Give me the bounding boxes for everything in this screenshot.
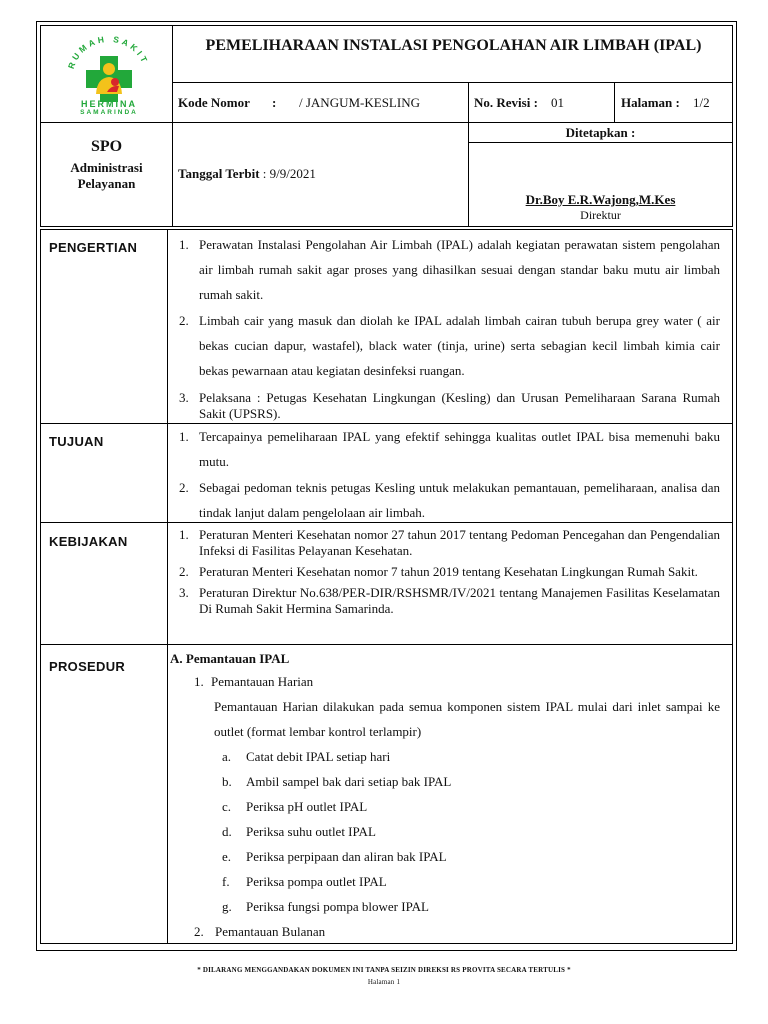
logo-arc-text: RUMAH SAKIT — [65, 33, 151, 71]
section-prosedur — [40, 644, 733, 944]
list-item: 2. Peraturan Menteri Kesehatan nomor 7 tahun 2019 tentang Kesehatan Lingkungan Rumah Sakit. — [179, 564, 698, 579]
section-tujuan — [40, 423, 733, 523]
prosedur-sub2: 2. Pemantauan Bulanan — [194, 924, 326, 939]
ditetapkan-label: Ditetapkan : — [565, 125, 636, 140]
list-item: 3. Peraturan Direktur No.638/PER-DIR/RSHSMR/IV/2021 tentang Manajemen Fasilitas Keselamatan Di Rumah Sakit Hermina Samarinda. — [179, 585, 720, 616]
document-title: PEMELIHARAAN INSTALASI PENGOLAHAN AIR LIMBAH (IPAL) — [205, 37, 702, 54]
list-item: e. Periksa perpipaan dan aliran bak IPAL — [222, 849, 447, 864]
list-item: 3. Pelaksana : Petugas Kesehatan Lingkungan (Kesling) dan Urusan Pemeliharaan Sarana Rumah Sakit (UPSRS). — [179, 390, 720, 421]
spo-label: SPO — [90, 138, 123, 155]
header-table — [40, 25, 733, 227]
prosedur-section-a: A. Pemantauan IPAL — [170, 651, 290, 666]
logo-city: SAMARINDA — [80, 109, 138, 116]
section-pengertian — [40, 229, 733, 424]
tujuan-list — [175, 424, 720, 525]
section-label: TUJUAN — [49, 434, 104, 449]
list-item: g. Periksa fungsi pompa blower IPAL — [222, 899, 429, 914]
halaman-label: Halaman : — [621, 95, 680, 110]
list-item: 1. Peraturan Menteri Kesehatan nomor 27 tahun 2017 tentang Pedoman Pencegahan dan Pengendalian Infeksi di Fasilitas Pelayanan Kesehatan. — [179, 527, 720, 558]
list-item: d. Periksa suhu outlet IPAL — [222, 824, 376, 839]
pengertian-list — [175, 232, 720, 422]
footer-page: Halaman 1 — [367, 978, 401, 986]
terbit-label: Tanggal Terbit — [178, 166, 260, 181]
spo-block — [41, 138, 172, 192]
revisi-value: 01 — [551, 95, 564, 110]
list-item: c. Periksa pH outlet IPAL — [222, 799, 368, 814]
logo-name: HERMINA — [81, 99, 137, 109]
section-label: PENGERTIAN — [49, 240, 138, 255]
halaman-value: 1/2 — [693, 95, 710, 110]
list-item: 1. Tercapainya pemeliharaan IPAL yang efektif sehingga kualitas outlet IPAL bisa memenuhi baku mutu. — [179, 429, 720, 469]
document-body — [40, 229, 733, 944]
prosedur-sub1: 1. Pemantauan Harian — [194, 674, 314, 689]
director-title: Direktur — [580, 208, 621, 222]
list-item: b. Ambil sampel bak dari setiap bak IPAL — [222, 774, 452, 789]
terbit-row — [178, 166, 316, 182]
prosedur-sub1-desc: Pemantauan Harian dilakukan pada semua komponen sistem IPAL mulai dari inlet sampai ke outlet (format lembar kontrol terlampir) — [214, 699, 720, 739]
section-label: KEBIJAKAN — [49, 534, 128, 549]
kode-label: Kode Nomor — [178, 95, 250, 110]
list-item: f. Periksa pompa outlet IPAL — [222, 874, 387, 889]
kebijakan-list — [175, 527, 720, 617]
section-label: PROSEDUR — [49, 659, 126, 674]
terbit-value: : 9/9/2021 — [262, 166, 316, 181]
section-kebijakan — [40, 522, 733, 645]
kode-separator: : — [272, 95, 277, 110]
list-item: a. Catat debit IPAL setiap hari — [222, 749, 391, 764]
revisi-label: No. Revisi : — [474, 95, 538, 110]
spo-subtitle: Administrasi Pelayanan — [70, 160, 143, 191]
director-name: Dr.Boy E.R.Wajong,M.Kes — [525, 192, 676, 207]
kode-value: / JANGUM-KESLING — [299, 95, 420, 110]
list-item: 2. Limbah cair yang masuk dan diolah ke IPAL adalah limbah cairan tubuh berupa grey water ( air bekas cucian dapur, wastafel), black water (tinja, urine) serta sebagian kecil limbah kimia cair bekas pewarnaan atau kegiatan desinfeksi ruangan. — [179, 313, 720, 378]
list-item: 2. Sebagai pedoman teknis petugas Kesling untuk melakukan pemantauan, pemeliharaan, analisa dan tindak lanjut dalam pengelolaan air limbah. — [179, 480, 720, 520]
prosedur-steps — [170, 744, 720, 919]
footer-warning: * DILARANG MENGGANDAKAN DOKUMEN INI TANPA SEIZIN DIREKSI RS PROVITA SECARA TERTULIS * — [197, 966, 571, 974]
list-item: 1. Perawatan Instalasi Pengolahan Air Limbah (IPAL) adalah kegiatan perawatan sistem pengolahan air limbah rumah sakit agar proses yang dihasilkan sesuai dengan standar baku mutu air limbah rumah sakit. — [179, 237, 720, 302]
